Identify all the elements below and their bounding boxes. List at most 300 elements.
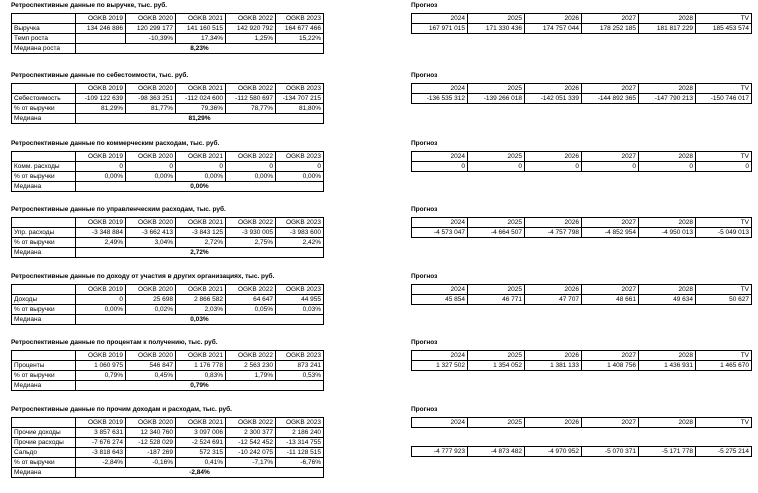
forecast-year-header[interactable]: 2025 (468, 285, 525, 295)
forecast-year-header[interactable]: 2026 (525, 218, 582, 228)
value-cell[interactable]: 2 186 240 (276, 428, 324, 438)
value-cell[interactable]: 572 315 (176, 448, 226, 458)
year-header[interactable]: OGKB 2020 (126, 84, 176, 94)
value-cell[interactable]: 0,79% (76, 371, 126, 381)
table-row (12, 172, 324, 182)
forecast-table (411, 151, 752, 172)
year-header[interactable]: OGKB 2023 (276, 84, 324, 94)
forecast-year-header[interactable]: 2025 (468, 14, 525, 24)
row-label[interactable]: Темп роста (12, 34, 76, 44)
value-cell[interactable]: 0,05% (226, 305, 276, 315)
median-value[interactable]: 8,23% (76, 44, 324, 54)
empty-cell (412, 428, 468, 438)
year-header[interactable]: OGKB 2019 (76, 152, 126, 162)
forecast-table (411, 83, 752, 104)
forecast-cell[interactable]: -4 852 954 (582, 228, 639, 238)
table-row (12, 371, 324, 381)
value-cell[interactable]: -7 676 274 (76, 438, 126, 448)
forecast-row (412, 295, 752, 305)
header-row (12, 351, 324, 361)
forecast-spacer-row (412, 428, 752, 438)
median-label[interactable]: Медиана (12, 468, 76, 478)
forecast-year-header[interactable]: TV (696, 84, 752, 94)
value-cell[interactable]: -2,84% (76, 458, 126, 468)
forecast-table (411, 217, 752, 238)
row-label[interactable]: % от выручки (12, 305, 76, 315)
forecast-cell[interactable]: -4 573 047 (412, 228, 468, 238)
forecast-cell[interactable]: -4 950 013 (639, 228, 696, 238)
forecast-year-header[interactable]: 2027 (582, 14, 639, 24)
value-cell[interactable]: 0,00% (276, 172, 324, 182)
median-row (12, 182, 324, 192)
table-row (12, 104, 324, 114)
empty-cell (696, 437, 752, 447)
forecast-cell[interactable]: 48 661 (582, 295, 639, 305)
value-cell[interactable]: -2 524 691 (176, 438, 226, 448)
section-title: Ретроспективные данные по доходу от участия в других организациях, тыс. руб. (11, 273, 275, 280)
row-label[interactable]: Прочие доходы (12, 428, 76, 438)
median-row (12, 315, 324, 325)
value-cell[interactable]: -98 363 251 (126, 94, 176, 104)
row-label[interactable]: Доходы (12, 295, 76, 305)
value-cell[interactable]: 81,29% (76, 104, 126, 114)
median-row (12, 114, 324, 124)
year-header[interactable]: OGKB 2023 (276, 285, 324, 295)
forecast-cell[interactable]: 0 (412, 162, 468, 172)
value-cell[interactable]: 2 563 230 (226, 361, 276, 371)
forecast-cell[interactable]: -139 266 018 (468, 94, 525, 104)
forecast-table (411, 13, 752, 34)
empty-cell (582, 428, 639, 438)
row-label[interactable]: Прочие расходы (12, 438, 76, 448)
table-row (12, 162, 324, 172)
forecast-year-header[interactable]: 2025 (468, 84, 525, 94)
forecast-row (412, 94, 752, 104)
value-cell[interactable]: -3 843 125 (176, 228, 226, 238)
forecast-cell[interactable]: 0 (582, 162, 639, 172)
forecast-table (411, 417, 752, 457)
forecast-row (412, 447, 752, 457)
forecast-cell[interactable]: -4 970 952 (525, 447, 582, 457)
value-cell[interactable]: 0,45% (126, 371, 176, 381)
empty-cell (696, 428, 752, 438)
header-blank[interactable] (12, 218, 76, 228)
year-header[interactable]: OGKB 2020 (126, 218, 176, 228)
history-table (11, 151, 324, 192)
forecast-year-header[interactable]: 2025 (468, 418, 525, 428)
forecast-cell[interactable]: 0 (639, 162, 696, 172)
forecast-cell[interactable]: 0 (696, 162, 752, 172)
empty-cell (412, 437, 468, 447)
history-table (11, 83, 324, 124)
forecast-year-header[interactable]: 2024 (412, 285, 468, 295)
forecast-cell[interactable]: 46 771 (468, 295, 525, 305)
forecast-year-header[interactable]: TV (696, 285, 752, 295)
header-blank[interactable] (12, 285, 76, 295)
value-cell[interactable]: 0,00% (126, 172, 176, 182)
forecast-year-header[interactable]: 2025 (468, 152, 525, 162)
forecast-year-header[interactable]: 2028 (639, 218, 696, 228)
value-cell[interactable]: 0,83% (176, 371, 226, 381)
forecast-year-header[interactable]: 2028 (639, 285, 696, 295)
forecast-year-header[interactable]: 2028 (639, 84, 696, 94)
median-label[interactable]: Медиана (12, 114, 76, 124)
forecast-year-header[interactable]: 2024 (412, 84, 468, 94)
forecast-year-header[interactable]: 2024 (412, 351, 468, 361)
year-header[interactable]: OGKB 2021 (176, 218, 226, 228)
forecast-year-header[interactable]: 2024 (412, 152, 468, 162)
value-cell[interactable]: 1 176 778 (176, 361, 226, 371)
forecast-label: Прогноз (411, 406, 438, 413)
value-cell[interactable]: 44 955 (276, 295, 324, 305)
year-header[interactable]: OGKB 2020 (126, 285, 176, 295)
row-label[interactable]: Выручка (12, 24, 76, 34)
forecast-year-header[interactable]: 2027 (582, 218, 639, 228)
value-cell[interactable]: 2 866 582 (176, 295, 226, 305)
forecast-year-header[interactable]: 2024 (412, 218, 468, 228)
forecast-header-row (412, 285, 752, 295)
value-cell[interactable]: 2,75% (226, 238, 276, 248)
value-cell[interactable]: 0,02% (126, 305, 176, 315)
value-cell[interactable]: 120 299 177 (126, 24, 176, 34)
value-cell[interactable]: -112 024 600 (176, 94, 226, 104)
year-header[interactable]: OGKB 2023 (276, 14, 324, 24)
forecast-row (412, 162, 752, 172)
value-cell[interactable]: 81,80% (276, 104, 324, 114)
year-header[interactable]: OGKB 2021 (176, 14, 226, 24)
value-cell[interactable]: 141 160 515 (176, 24, 226, 34)
value-cell[interactable]: 0,53% (276, 371, 324, 381)
header-blank[interactable] (12, 84, 76, 94)
value-cell[interactable]: 2,03% (176, 305, 226, 315)
value-cell[interactable]: 2,49% (76, 238, 126, 248)
value-cell[interactable]: 3 857 631 (76, 428, 126, 438)
value-cell[interactable]: -187 269 (126, 448, 176, 458)
value-cell[interactable]: -3 348 884 (76, 228, 126, 238)
year-header[interactable]: OGKB 2023 (276, 218, 324, 228)
value-cell[interactable]: 0 (76, 295, 126, 305)
value-cell[interactable]: 546 847 (126, 361, 176, 371)
median-label[interactable]: Медиана (12, 315, 76, 325)
value-cell[interactable]: -134 707 215 (276, 94, 324, 104)
value-cell[interactable]: 0,00% (226, 172, 276, 182)
row-label[interactable]: % от выручки (12, 371, 76, 381)
empty-cell (468, 428, 525, 438)
table-row (12, 438, 324, 448)
forecast-header-row (412, 218, 752, 228)
median-label[interactable]: Медиана роста (12, 44, 76, 54)
header-row (12, 84, 324, 94)
value-cell[interactable]: -3 930 005 (226, 228, 276, 238)
median-label[interactable]: Медиана (12, 182, 76, 192)
forecast-header-row (412, 14, 752, 24)
year-header[interactable]: OGKB 2021 (176, 84, 226, 94)
row-label[interactable]: % от выручки (12, 104, 76, 114)
forecast-cell[interactable]: 178 252 185 (582, 24, 639, 34)
forecast-cell[interactable]: 1 354 052 (468, 361, 525, 371)
forecast-cell[interactable]: -4 757 798 (525, 228, 582, 238)
header-blank[interactable] (12, 351, 76, 361)
value-cell[interactable]: -3 818 643 (76, 448, 126, 458)
forecast-label: Прогноз (411, 206, 438, 213)
value-cell[interactable]: 15,22% (276, 34, 324, 44)
forecast-cell[interactable]: 47 707 (525, 295, 582, 305)
value-cell[interactable]: 78,77% (226, 104, 276, 114)
forecast-cell[interactable]: 171 330 436 (468, 24, 525, 34)
value-cell[interactable]: 873 241 (276, 361, 324, 371)
median-value[interactable]: 0,00% (76, 182, 324, 192)
forecast-year-header[interactable]: 2027 (582, 152, 639, 162)
forecast-cell[interactable]: 181 817 229 (639, 24, 696, 34)
forecast-cell[interactable]: -5 070 371 (582, 447, 639, 457)
forecast-year-header[interactable]: 2026 (525, 285, 582, 295)
forecast-cell[interactable]: 0 (525, 162, 582, 172)
forecast-year-header[interactable]: 2026 (525, 14, 582, 24)
value-cell[interactable]: 0 (126, 162, 176, 172)
forecast-cell[interactable]: 45 854 (412, 295, 468, 305)
value-cell[interactable]: 1,79% (226, 371, 276, 381)
value-cell[interactable]: 134 246 886 (76, 24, 126, 34)
header-row (12, 418, 324, 428)
year-header[interactable]: OGKB 2019 (76, 285, 126, 295)
value-cell[interactable]: 79,36% (176, 104, 226, 114)
year-header[interactable]: OGKB 2020 (126, 14, 176, 24)
value-cell[interactable]: -10 242 075 (226, 448, 276, 458)
median-value[interactable]: 0,03% (76, 315, 324, 325)
forecast-year-header[interactable]: 2026 (525, 152, 582, 162)
value-cell[interactable]: -3 662 413 (126, 228, 176, 238)
forecast-cell[interactable]: -5 049 013 (696, 228, 752, 238)
forecast-cell[interactable]: 167 971 015 (412, 24, 468, 34)
median-value[interactable]: 0,79% (76, 381, 324, 391)
value-cell[interactable]: 2 300 377 (226, 428, 276, 438)
value-cell[interactable]: 0,00% (176, 172, 226, 182)
value-cell[interactable]: -0,16% (126, 458, 176, 468)
forecast-cell[interactable]: 0 (468, 162, 525, 172)
row-label[interactable]: % от выручки (12, 238, 76, 248)
value-cell[interactable] (76, 34, 126, 44)
history-table (11, 217, 324, 258)
row-label[interactable]: % от выручки (12, 172, 76, 182)
value-cell[interactable]: 0 (76, 162, 126, 172)
value-cell[interactable]: 3,04% (126, 238, 176, 248)
empty-cell (468, 437, 525, 447)
value-cell[interactable]: 0,00% (76, 172, 126, 182)
median-value[interactable]: 2,72% (76, 248, 324, 258)
value-cell[interactable]: -13 314 755 (276, 438, 324, 448)
forecast-cell[interactable]: -4 873 482 (468, 447, 525, 457)
forecast-cell[interactable]: -5 275 214 (696, 447, 752, 457)
forecast-label: Прогноз (411, 72, 438, 79)
year-header[interactable]: OGKB 2020 (126, 418, 176, 428)
forecast-year-header[interactable]: 2028 (639, 351, 696, 361)
table-row (12, 228, 324, 238)
year-header[interactable]: OGKB 2023 (276, 152, 324, 162)
value-cell[interactable]: 0,00% (76, 305, 126, 315)
median-label[interactable]: Медиана (12, 381, 76, 391)
median-row (12, 468, 324, 478)
year-header[interactable]: OGKB 2021 (176, 418, 226, 428)
forecast-cell[interactable]: 1 408 756 (582, 361, 639, 371)
year-header[interactable]: OGKB 2022 (226, 418, 276, 428)
year-header[interactable]: OGKB 2022 (226, 152, 276, 162)
year-header[interactable]: OGKB 2023 (276, 418, 324, 428)
value-cell[interactable]: 3 097 006 (176, 428, 226, 438)
forecast-year-header[interactable]: TV (696, 218, 752, 228)
forecast-cell[interactable]: 50 627 (696, 295, 752, 305)
section-title: Ретроспективные данные по коммерческим расходам, тыс. руб. (11, 140, 220, 147)
forecast-row (412, 361, 752, 371)
row-label[interactable]: Комм. расходы (12, 162, 76, 172)
value-cell[interactable]: 164 677 466 (276, 24, 324, 34)
forecast-header-row (412, 84, 752, 94)
year-header[interactable]: OGKB 2021 (176, 285, 226, 295)
empty-cell (639, 437, 696, 447)
header-blank[interactable] (12, 418, 76, 428)
forecast-cell[interactable]: 1 327 502 (412, 361, 468, 371)
forecast-spacer-row (412, 437, 752, 447)
forecast-cell[interactable]: 1 465 670 (696, 361, 752, 371)
median-row (12, 248, 324, 258)
year-header[interactable]: OGKB 2020 (126, 152, 176, 162)
forecast-cell[interactable]: -5 171 778 (639, 447, 696, 457)
forecast-header-row (412, 418, 752, 428)
table-row (12, 305, 324, 315)
value-cell[interactable]: 142 920 792 (226, 24, 276, 34)
year-header[interactable]: OGKB 2022 (226, 84, 276, 94)
forecast-cell[interactable]: -150 746 017 (696, 94, 752, 104)
header-blank[interactable] (12, 152, 76, 162)
forecast-year-header[interactable]: 2026 (525, 84, 582, 94)
history-table (11, 13, 324, 54)
row-label[interactable]: % от выручки (12, 458, 76, 468)
forecast-cell[interactable]: 1 436 931 (639, 361, 696, 371)
forecast-year-header[interactable]: 2027 (582, 84, 639, 94)
forecast-year-header[interactable]: 2025 (468, 351, 525, 361)
empty-cell (525, 428, 582, 438)
table-row (12, 428, 324, 438)
year-header[interactable]: OGKB 2022 (226, 218, 276, 228)
value-cell[interactable]: -12 542 452 (226, 438, 276, 448)
value-cell[interactable]: 64 647 (226, 295, 276, 305)
value-cell[interactable]: 17,34% (176, 34, 226, 44)
forecast-year-header[interactable]: 2028 (639, 14, 696, 24)
value-cell[interactable]: 0,41% (176, 458, 226, 468)
forecast-cell[interactable]: -4 664 507 (468, 228, 525, 238)
forecast-cell[interactable]: 185 453 574 (696, 24, 752, 34)
value-cell[interactable]: -7,17% (226, 458, 276, 468)
empty-cell (525, 437, 582, 447)
year-header[interactable]: OGKB 2019 (76, 418, 126, 428)
forecast-cell[interactable]: -142 051 339 (525, 94, 582, 104)
forecast-label: Прогноз (411, 273, 438, 280)
header-blank[interactable] (12, 14, 76, 24)
year-header[interactable]: OGKB 2022 (226, 351, 276, 361)
forecast-label: Прогноз (411, 339, 438, 346)
forecast-cell[interactable]: 1 381 133 (525, 361, 582, 371)
row-label[interactable]: Упр. расходы (12, 228, 76, 238)
median-label[interactable]: Медиана (12, 248, 76, 258)
value-cell[interactable]: 0,03% (276, 305, 324, 315)
forecast-year-header[interactable]: 2024 (412, 418, 468, 428)
forecast-year-header[interactable]: TV (696, 14, 752, 24)
row-label[interactable]: Проценты (12, 361, 76, 371)
forecast-year-header[interactable]: 2027 (582, 418, 639, 428)
forecast-cell[interactable]: -147 790 213 (639, 94, 696, 104)
value-cell[interactable]: -11 128 515 (276, 448, 324, 458)
forecast-cell[interactable]: -144 892 365 (582, 94, 639, 104)
forecast-year-header[interactable]: 2028 (639, 418, 696, 428)
value-cell[interactable]: -109 122 639 (76, 94, 126, 104)
table-row (12, 458, 324, 468)
forecast-year-header[interactable]: 2025 (468, 218, 525, 228)
forecast-year-header[interactable]: 2027 (582, 285, 639, 295)
year-header[interactable]: OGKB 2023 (276, 351, 324, 361)
median-row (12, 44, 324, 54)
value-cell[interactable]: 1,25% (226, 34, 276, 44)
forecast-header-row (412, 351, 752, 361)
value-cell[interactable]: -112 580 697 (226, 94, 276, 104)
forecast-label: Прогноз (411, 140, 438, 147)
year-header[interactable]: OGKB 2020 (126, 351, 176, 361)
forecast-year-header[interactable]: TV (696, 418, 752, 428)
year-header[interactable]: OGKB 2021 (176, 152, 226, 162)
value-cell[interactable]: 2,72% (176, 238, 226, 248)
forecast-cell[interactable]: 49 634 (639, 295, 696, 305)
year-header[interactable]: OGKB 2022 (226, 285, 276, 295)
value-cell[interactable]: 12 340 760 (126, 428, 176, 438)
value-cell[interactable]: 81,77% (126, 104, 176, 114)
year-header[interactable]: OGKB 2019 (76, 218, 126, 228)
table-row (12, 295, 324, 305)
value-cell[interactable]: 0 (176, 162, 226, 172)
value-cell[interactable]: 25 698 (126, 295, 176, 305)
year-header[interactable]: OGKB 2019 (76, 14, 126, 24)
year-header[interactable]: OGKB 2019 (76, 84, 126, 94)
table-row (12, 448, 324, 458)
forecast-year-header[interactable]: 2028 (639, 152, 696, 162)
median-value[interactable]: 81,29% (76, 114, 324, 124)
forecast-year-header[interactable]: 2026 (525, 418, 582, 428)
value-cell[interactable]: 0 (276, 162, 324, 172)
header-row (12, 152, 324, 162)
row-label[interactable]: Сальдо (12, 448, 76, 458)
section-title: Ретроспективные данные по прочим доходам и расходам, тыс. руб. (11, 406, 232, 413)
value-cell[interactable]: 2,42% (276, 238, 324, 248)
value-cell[interactable]: -10,39% (126, 34, 176, 44)
value-cell[interactable]: 0 (226, 162, 276, 172)
section-title: Ретроспективные данные по себестоимости, тыс. руб. (11, 72, 189, 79)
year-header[interactable]: OGKB 2019 (76, 351, 126, 361)
forecast-cell[interactable]: -4 777 923 (412, 447, 468, 457)
forecast-year-header[interactable]: 2026 (525, 351, 582, 361)
year-header[interactable]: OGKB 2022 (226, 14, 276, 24)
row-label[interactable]: Себестоимость (12, 94, 76, 104)
median-value[interactable]: -2,84% (76, 468, 324, 478)
value-cell[interactable]: -3 983 600 (276, 228, 324, 238)
forecast-year-header[interactable]: TV (696, 152, 752, 162)
value-cell[interactable]: -6,76% (276, 458, 324, 468)
forecast-year-header[interactable]: 2027 (582, 351, 639, 361)
year-header[interactable]: OGKB 2021 (176, 351, 226, 361)
header-row (12, 14, 324, 24)
forecast-cell[interactable]: 174 757 044 (525, 24, 582, 34)
forecast-year-header[interactable]: 2024 (412, 14, 468, 24)
forecast-cell[interactable]: -136 535 312 (412, 94, 468, 104)
value-cell[interactable]: -12 528 029 (126, 438, 176, 448)
forecast-year-header[interactable]: TV (696, 351, 752, 361)
value-cell[interactable]: 1 060 975 (76, 361, 126, 371)
